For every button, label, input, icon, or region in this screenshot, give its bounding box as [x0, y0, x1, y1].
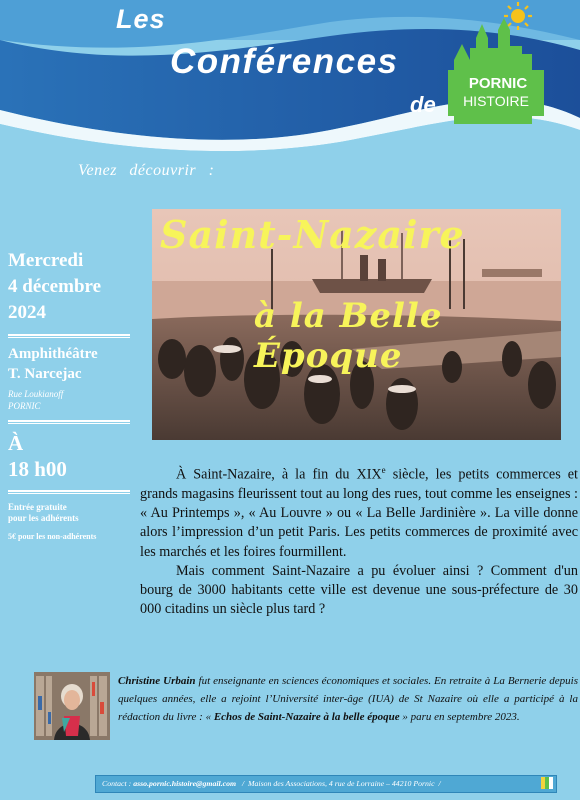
- description-text: [140, 461, 578, 619]
- book-title: Echos de Saint-Nazaire à la belle époque: [213, 711, 400, 723]
- flag-icon: [541, 777, 553, 789]
- poster-title-line2: à la Belle Époque: [254, 296, 443, 376]
- entry-price: 5€ pour les non-adhérents: [8, 532, 97, 541]
- divider: [8, 490, 130, 494]
- event-day: Mercredi: [8, 250, 84, 271]
- venue-line1: Amphithéâtre: [8, 346, 98, 362]
- address-street: Rue Loukianoff: [8, 389, 64, 399]
- entry-members: pour les adhérents: [8, 513, 79, 523]
- title-les: Les: [116, 4, 166, 34]
- title-de: de: [410, 92, 436, 117]
- event-details-sidebar: [8, 248, 130, 542]
- speaker-name: Christine Urbain: [118, 675, 196, 687]
- contact-address: Maison des Associations, 4 rue de Lorraine – 44210 Pornic: [248, 779, 435, 788]
- at-label: À: [8, 431, 24, 455]
- speaker-portrait: [34, 672, 110, 740]
- description-paragraph-2: Mais comment Saint-Nazaire a pu évoluer ainsi ? Comment d'un bourg de 3000 habitants cette ville est devenue une sous-préfecture de 30 000 citadins un siècle plus tard ?: [140, 562, 578, 618]
- entry-free: Entrée gratuite: [8, 502, 67, 512]
- speaker-bio: Christine Urbain fut enseignante en sciences économiques et sociales. En retraite à La Bernerie depuis quelques années, elle a rejoint l’Université inter-âge (IUA) de St Nazaire où elle a participé à la rédaction du livre : « Echos de Saint-Nazaire à la belle époque » paru en septembre 2023.: [118, 675, 578, 723]
- divider: [8, 334, 130, 338]
- event-year: 2024: [8, 302, 46, 323]
- poster-title-line1: Saint-Nazaire: [160, 212, 465, 257]
- contact-label: Contact :: [102, 779, 132, 788]
- sun-icon: [504, 2, 532, 30]
- venue-line2: T. Narcejac: [8, 366, 82, 382]
- contact-email-link[interactable]: asso.pornic.histoire@gmail.com: [133, 779, 237, 788]
- contact-bar: Contact : asso.pornic.histoire@gmail.com / Maison des Associations, 4 rue de Lorraine – 44210 Pornic /: [95, 775, 557, 793]
- description-paragraph-1: À Saint-Nazaire, à la fin du XIXe siècle, les petits commerces et grands magasins fleurissent tout au long des rues, tout comme les enseignes : « Au Printemps », « Au Louvre » ou « La Belle Jardinière ». La ville donne alors l’impression d’un petit Paris. Les petits commerces de proximité avec les marchés et les foires fourmillent.: [140, 465, 578, 560]
- divider: [8, 420, 130, 424]
- event-date: 4 décembre: [8, 276, 102, 297]
- address-town: PORNIC: [8, 401, 41, 411]
- logo-text-pornic: PORNIC: [468, 75, 528, 92]
- logo-text-histoire: HISTOIRE: [463, 93, 529, 109]
- intro-text: Venez découvrir :: [78, 162, 215, 179]
- title-conferences: Conférences: [170, 42, 399, 81]
- event-time: 18 h00: [8, 457, 67, 481]
